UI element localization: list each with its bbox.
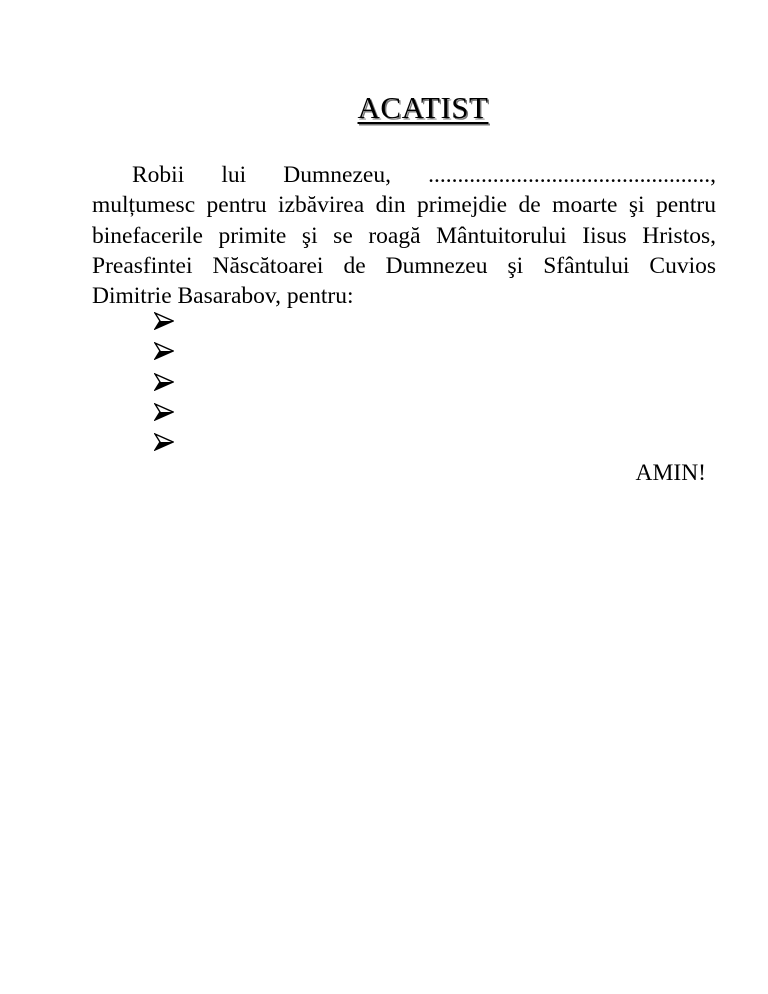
arrow-bullet-icon (154, 433, 174, 451)
closing-amen: AMIN! (635, 460, 706, 486)
arrow-bullet-icon (154, 403, 174, 421)
arrow-bullet-icon (154, 373, 174, 391)
bullet-item (154, 306, 174, 336)
bullet-item (154, 367, 174, 397)
paragraph-line: Dimitrie Basarabov, pentru: (92, 283, 354, 310)
paragraph-line: binefacerile primite şi se roagă Mântuitorului Iisus Hristos, (92, 222, 716, 249)
body-paragraph (92, 160, 716, 311)
paragraph-line: Robii lui Dumnezeu, ................................................, (132, 162, 716, 188)
bullet-item (154, 397, 174, 427)
document-title: ACATIST (357, 90, 489, 125)
paragraph-line: Preasfintei Născătoarei de Dumnezeu şi Sfântului Cuvios (92, 252, 716, 279)
paragraph-line: mulțumesc pentru izbăvirea din primejdie de moarte şi pentru (92, 192, 716, 219)
bullet-item (154, 336, 174, 366)
bullet-list (154, 306, 174, 457)
arrow-bullet-icon (154, 312, 174, 330)
bullet-item (154, 427, 174, 457)
arrow-bullet-icon (154, 342, 174, 360)
